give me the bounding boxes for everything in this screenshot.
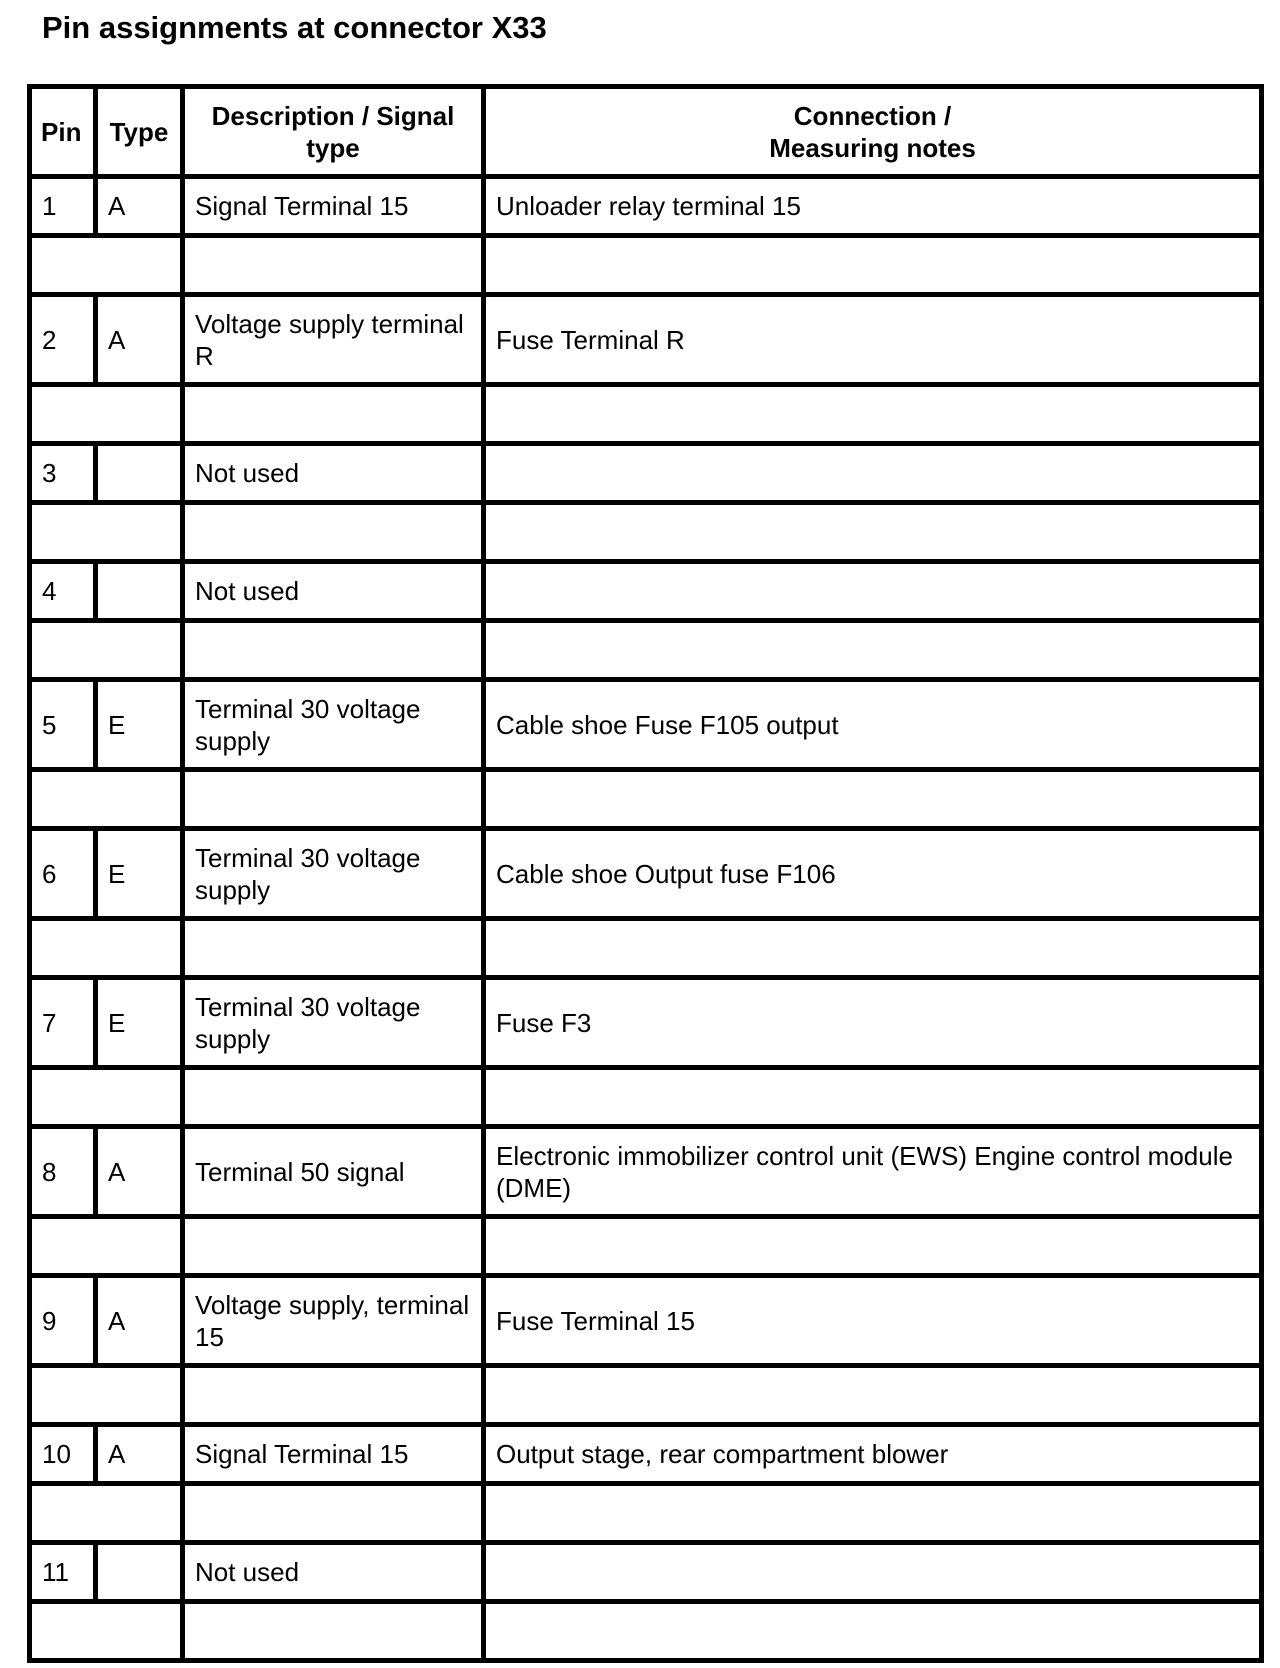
header-connection [484,87,1262,177]
spacer-row [30,503,1262,562]
table-row [30,562,1262,621]
header-connection-line2: Measuring notes [769,132,976,163]
type-cell: E [96,829,183,919]
table-row [30,444,1262,503]
type-cell: A [96,1127,183,1217]
spacer-row [30,1217,1262,1276]
description-cell: Signal Terminal 15 [183,177,484,236]
header-description: Description / Signal type [183,87,484,177]
pin-assignment-table [27,84,1264,1663]
connection-cell: Cable shoe Fuse F105 output [484,680,1262,770]
connection-cell [484,444,1262,503]
description-cell: Voltage supply terminal R [183,295,484,385]
table-row [30,1543,1262,1602]
connection-cell [484,562,1262,621]
description-cell: Terminal 30 voltage supply [183,978,484,1068]
connection-cell: Cable shoe Output fuse F106 [484,829,1262,919]
pin-cell: 10 [30,1425,96,1484]
header-type: Type [96,87,183,177]
spacer-row [30,621,1262,680]
spacer-row [30,385,1262,444]
table-header-row [30,87,1262,177]
pin-cell: 2 [30,295,96,385]
spacer-row [30,770,1262,829]
type-cell: E [96,680,183,770]
spacer-row [30,1602,1262,1661]
type-cell: A [96,177,183,236]
spacer-row [30,1366,1262,1425]
header-connection-line1: Connection / [793,100,952,131]
header-pin: Pin [30,87,96,177]
table-row [30,829,1262,919]
description-cell: Voltage supply, terminal 15 [183,1276,484,1366]
type-cell [96,1543,183,1602]
spacer-row [30,236,1262,295]
table-row [30,1425,1262,1484]
pin-cell: 3 [30,444,96,503]
connection-cell: Output stage, rear compartment blower [484,1425,1262,1484]
spacer-row [30,919,1262,978]
connection-cell: Fuse Terminal 15 [484,1276,1262,1366]
spacer-row [30,1484,1262,1543]
type-cell: A [96,295,183,385]
connection-cell: Fuse F3 [484,978,1262,1068]
connection-cell [484,1543,1262,1602]
pin-cell: 6 [30,829,96,919]
pin-cell: 4 [30,562,96,621]
pin-cell: 9 [30,1276,96,1366]
connection-cell: Fuse Terminal R [484,295,1262,385]
table-row [30,177,1262,236]
type-cell: E [96,978,183,1068]
description-cell: Terminal 30 voltage supply [183,680,484,770]
description-cell: Signal Terminal 15 [183,1425,484,1484]
type-cell: A [96,1425,183,1484]
type-cell [96,444,183,503]
table-row [30,1127,1262,1217]
table-row [30,680,1262,770]
description-cell: Not used [183,1543,484,1602]
description-cell: Not used [183,562,484,621]
pin-cell: 5 [30,680,96,770]
type-cell: A [96,1276,183,1366]
pin-cell: 8 [30,1127,96,1217]
type-cell [96,562,183,621]
page-title: Pin assignments at connector X33 [42,10,547,45]
pin-cell: 7 [30,978,96,1068]
pin-cell: 11 [30,1543,96,1602]
description-cell: Not used [183,444,484,503]
connection-cell: Electronic immobilizer control unit (EWS) Engine control module (DME) [484,1127,1262,1217]
table-row [30,1276,1262,1366]
table-row [30,295,1262,385]
description-cell: Terminal 50 signal [183,1127,484,1217]
connection-cell: Unloader relay terminal 15 [484,177,1262,236]
description-cell: Terminal 30 voltage supply [183,829,484,919]
spacer-row [30,1068,1262,1127]
table-row [30,978,1262,1068]
pin-cell: 1 [30,177,96,236]
